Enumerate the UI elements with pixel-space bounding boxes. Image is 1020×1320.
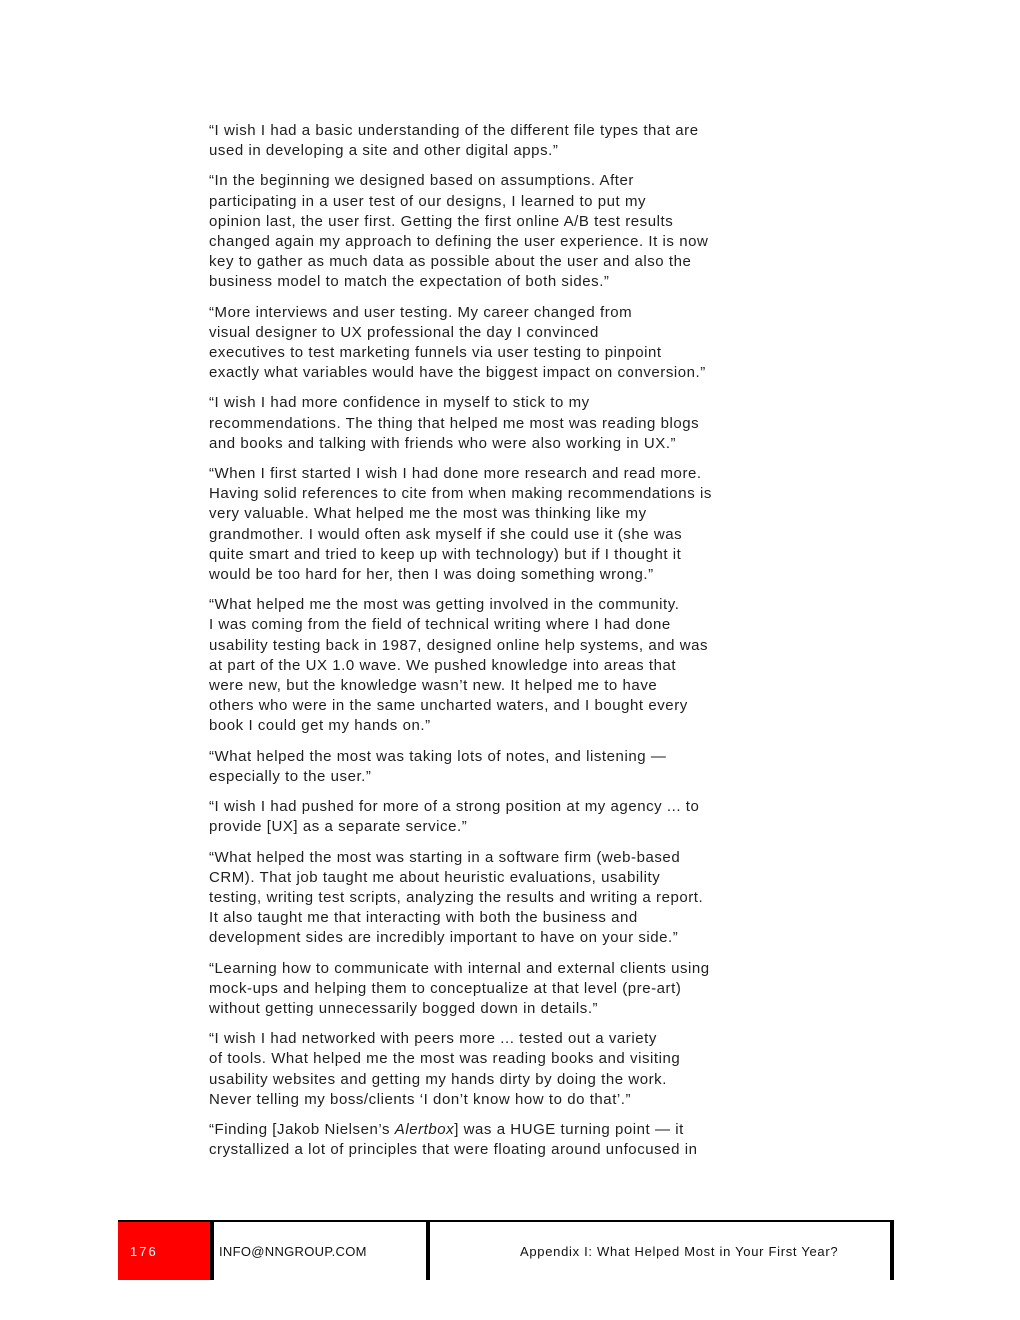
quote-paragraph <box>209 959 829 1020</box>
text-line: at part of the UX 1.0 wave. We pushed knowledge into areas that <box>209 656 677 674</box>
text-line: It also taught me that interacting with both the business and <box>209 909 638 927</box>
quote-paragraph <box>209 595 829 736</box>
text-line: I was coming from the field of technical writing where I had done <box>209 616 671 634</box>
text-line: others who were in the same uncharted waters, and I bought every <box>209 697 688 715</box>
quote-paragraph <box>209 797 829 837</box>
text-line: usability websites and getting my hands dirty by doing the work. <box>209 1070 667 1088</box>
text-line: book I could get my hands on.” <box>209 717 431 735</box>
text-line: “I wish I had more confidence in myself to stick to my <box>209 394 590 412</box>
text-line: “I wish I had networked with peers more ... tested out a variety <box>209 1030 657 1048</box>
text-line: and books and talking with friends who were also working in UX.” <box>209 434 677 452</box>
text-line <box>209 1120 829 1140</box>
text-segment: ] was a HUGE turning point — it <box>454 1120 684 1138</box>
text-segment: “Finding [Jakob Nielsen’s <box>209 1120 395 1138</box>
text-line: development sides are incredibly important to have on your side.” <box>209 929 679 947</box>
text-line: “Learning how to communicate with internal and external clients using <box>209 959 710 977</box>
text-line: Having solid references to cite from when making recommendations is <box>209 485 712 503</box>
text-line: key to gather as much data as possible about the user and also the <box>209 253 692 271</box>
quote-paragraph <box>209 171 829 292</box>
quote-paragraph <box>209 121 829 161</box>
footer-chapter-title: Appendix I: What Helped Most in Your First Year? <box>520 1244 839 1259</box>
footer-divider <box>890 1222 894 1280</box>
footer-divider <box>210 1222 214 1280</box>
text-line: very valuable. What helped me the most was thinking like my <box>209 505 647 523</box>
text-line: crystallized a lot of principles that were floating around unfocused in <box>209 1141 698 1159</box>
text-line: changed again my approach to defining the user experience. It is now <box>209 233 709 251</box>
publication-title: Alertbox <box>394 1120 455 1138</box>
quote-paragraph <box>209 848 829 949</box>
text-line: especially to the user.” <box>209 767 372 785</box>
text-line: usability testing back in 1987, designed online help systems, and was <box>209 636 709 654</box>
page-body <box>209 121 829 1170</box>
text-line: “I wish I had a basic understanding of the different file types that are <box>209 122 699 139</box>
text-line: without getting unnecessarily bogged down in details.” <box>209 999 599 1017</box>
text-line: mock-ups and helping them to conceptualize at that level (pre-art) <box>209 979 682 997</box>
text-line: “What helped me the most was getting involved in the community. <box>209 596 680 614</box>
text-line: recommendations. The thing that helped me most was reading blogs <box>209 414 700 432</box>
page-number-box <box>118 1222 210 1280</box>
quote-paragraph <box>209 464 829 585</box>
quote-paragraph <box>209 393 829 454</box>
text-line: of tools. What helped me the most was reading books and visiting <box>209 1050 681 1068</box>
text-line: quite smart and tried to keep up with technology) but if I thought it <box>209 545 682 563</box>
quote-paragraph <box>209 747 829 787</box>
text-line: would be too hard for her, then I was doing something wrong.” <box>209 566 654 584</box>
text-line: “When I first started I wish I had done more research and read more. <box>209 465 702 483</box>
text-line: testing, writing test scripts, analyzing the results and writing a report. <box>209 888 704 906</box>
text-line: exactly what variables would have the biggest impact on conversion.” <box>209 364 706 382</box>
quote-paragraph <box>209 1120 829 1160</box>
footer-email: INFO@NNGROUP.COM <box>219 1244 367 1259</box>
footer-divider <box>426 1222 430 1280</box>
text-line: “What helped the most was starting in a software firm (web-based <box>209 848 681 866</box>
text-line: CRM). That job taught me about heuristic evaluations, usability <box>209 868 661 886</box>
text-line: opinion last, the user first. Getting the first online A/B test results <box>209 212 674 230</box>
text-line: executives to test marketing funnels via user testing to pinpoint <box>209 344 662 362</box>
text-line: provide [UX] as a separate service.” <box>209 818 468 836</box>
text-line: grandmother. I would often ask myself if she could use it (she was <box>209 525 683 543</box>
text-line: “I wish I had pushed for more of a strong position at my agency ... to <box>209 798 700 816</box>
page-footer <box>118 1220 894 1282</box>
text-line: business model to match the expectation of both sides.” <box>209 273 610 291</box>
text-line: “What helped the most was taking lots of notes, and listening — <box>209 747 667 765</box>
text-line: were new, but the knowledge wasn’t new. It helped me to have <box>209 677 658 695</box>
text-line: visual designer to UX professional the day I convinced <box>209 323 599 341</box>
text-line: used in developing a site and other digital apps.” <box>209 142 559 160</box>
text-line: participating in a user test of our designs, I learned to put my <box>209 192 647 210</box>
text-line: “More interviews and user testing. My career changed from <box>209 303 633 321</box>
text-line: Never telling my boss/clients ‘I don’t know how to do that’.” <box>209 1090 632 1108</box>
quote-paragraph <box>209 303 829 384</box>
quote-paragraph <box>209 1029 829 1110</box>
page-number: 176 <box>130 1244 158 1259</box>
text-line: “In the beginning we designed based on assumptions. After <box>209 172 634 190</box>
